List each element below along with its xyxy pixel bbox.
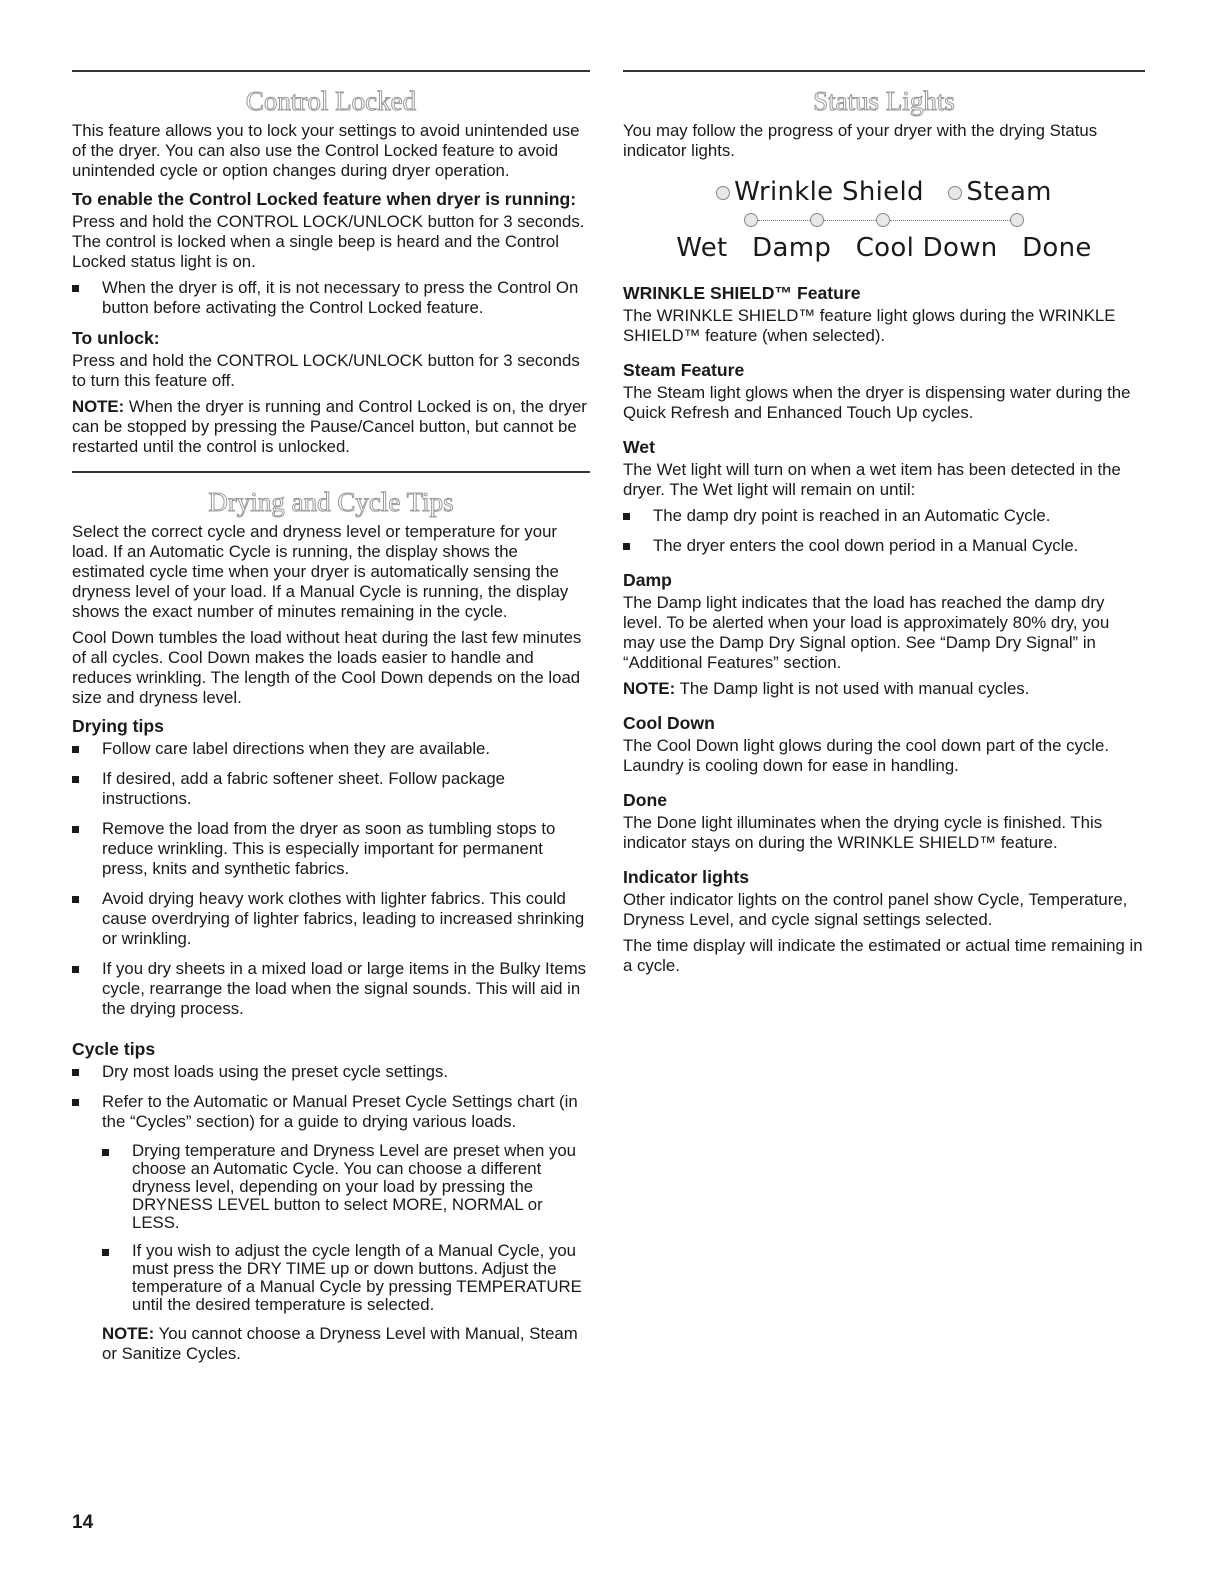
wrinkle-shield-indicator bbox=[716, 177, 932, 207]
note-text: When the dryer is running and Control Locked is on, the dryer can be stopped by pressing the Pause/Cancel button, but cannot be restarted until the control is unlocked. bbox=[72, 397, 587, 456]
indicator-light-icon bbox=[744, 213, 758, 227]
list-item: If desired, add a fabric softener sheet. Follow package instructions. bbox=[72, 769, 590, 809]
note-label: NOTE: bbox=[72, 397, 125, 416]
enable-text: Press and hold the CONTROL LOCK/UNLOCK button for 3 seconds. The control is locked when a single beep is heard and the Control Locked status light is on. bbox=[72, 212, 585, 271]
list-item: Avoid drying heavy work clothes with lighter fabrics. This could cause overdrying of lighter fabrics, leading to increased shrinking or wrinkling. bbox=[72, 889, 590, 949]
list-item: If you wish to adjust the cycle length of a Manual Cycle, you must press the DRY TIME up or down buttons. Adjust the temperature of a Manual Cycle by pressing TEMPERATURE until the desired temperature is selected. bbox=[102, 1242, 590, 1314]
connector-line bbox=[890, 220, 1010, 221]
list-item: The damp dry point is reached in an Automatic Cycle. bbox=[623, 506, 1145, 526]
drying-tips-heading: Drying tips bbox=[72, 716, 164, 736]
cycle-tips-sublist bbox=[102, 1142, 590, 1314]
status-lights-diagram bbox=[623, 175, 1145, 265]
control-locked-note bbox=[72, 397, 590, 457]
right-column bbox=[623, 70, 1145, 982]
wrinkle-shield-heading: WRINKLE SHIELD™ Feature bbox=[623, 283, 861, 303]
damp-note bbox=[623, 679, 1145, 699]
enable-heading: To enable the Control Locked feature when dryer is running: bbox=[72, 189, 577, 209]
list-item: When the dryer is off, it is not necessary to press the Control On button before activating the Control Locked feature. bbox=[72, 278, 590, 318]
indicator-text-1: Other indicator lights on the control panel show Cycle, Temperature, Dryness Level, and cycle signal settings selected. bbox=[623, 890, 1128, 929]
indicator-text-2: The time display will indicate the estimated or actual time remaining in a cycle. bbox=[623, 936, 1143, 975]
indicator-light-icon bbox=[876, 213, 890, 227]
list-item: Follow care label directions when they are available. bbox=[72, 739, 590, 759]
section-divider bbox=[72, 70, 590, 72]
status-top-row bbox=[623, 175, 1145, 209]
status-label: Wet bbox=[676, 233, 728, 263]
steam-indicator bbox=[948, 177, 1051, 207]
list-item: If you dry sheets in a mixed load or large items in the Bulky Items cycle, rearrange the load when the signal sounds. This will aid in the drying process. bbox=[72, 959, 590, 1019]
section-divider bbox=[72, 471, 590, 473]
status-lights-intro: You may follow the progress of your dryer with the drying Status indicator lights. bbox=[623, 121, 1098, 160]
list-item: Drying temperature and Dryness Level are preset when you choose an Automatic Cycle. You can choose a different dryness level, depending on your load by pressing the DRYNESS LEVEL button to select MORE, NORMAL or LESS. bbox=[102, 1142, 590, 1232]
cycle-tips-list bbox=[72, 1062, 590, 1132]
cool-down-heading: Cool Down bbox=[623, 713, 715, 733]
connector-line bbox=[824, 220, 876, 221]
status-progress-line bbox=[623, 213, 1145, 227]
enable-bullet-list bbox=[72, 278, 590, 318]
drying-intro-1: Select the correct cycle and dryness level or temperature for your load. If an Automatic Cycle is running, the display shows the estimated cycle time when your dryer is automatically sensing the dryness level of your load. If a Manual Cycle is running, the display shows the exact number of minutes remaining in the cycle. bbox=[72, 522, 569, 621]
page-number: 14 bbox=[72, 1512, 94, 1533]
wet-heading: Wet bbox=[623, 437, 655, 457]
status-bottom-row bbox=[623, 231, 1145, 265]
damp-text: The Damp light indicates that the load has reached the damp dry level. To be alerted when your load is approximately 80% dry, you may use the Damp Dry Signal option. See “Damp Dry Signal” in “Additional Features” section. bbox=[623, 593, 1110, 672]
steam-heading: Steam Feature bbox=[623, 360, 745, 380]
unlock-heading: To unlock: bbox=[72, 328, 160, 348]
left-column bbox=[72, 70, 590, 1370]
cool-down-text: The Cool Down light glows during the cool down part of the cycle. Laundry is cooling down for ease in handling. bbox=[623, 736, 1109, 775]
control-locked-intro: This feature allows you to lock your settings to avoid unintended use of the dryer. You can also use the Control Locked feature to avoid unintended cycle or option changes during dryer operation. bbox=[72, 121, 580, 180]
done-text: The Done light illuminates when the drying cycle is finished. This indicator stays on during the WRINKLE SHIELD™ feature. bbox=[623, 813, 1103, 852]
note-text: You cannot choose a Dryness Level with Manual, Steam or Sanitize Cycles. bbox=[102, 1324, 578, 1363]
status-label: Done bbox=[1022, 233, 1092, 263]
note-label: NOTE: bbox=[102, 1324, 155, 1343]
connector-line bbox=[758, 220, 810, 221]
status-label: Steam bbox=[966, 177, 1052, 207]
drying-tips-title: Drying and Cycle Tips bbox=[208, 487, 454, 517]
status-lights-title: Status Lights bbox=[813, 86, 955, 116]
list-item: Dry most loads using the preset cycle settings. bbox=[72, 1062, 590, 1082]
cycle-note bbox=[72, 1324, 590, 1364]
cycle-tips-heading: Cycle tips bbox=[72, 1039, 156, 1059]
wet-text: The Wet light will turn on when a wet item has been detected in the dryer. The Wet light will remain on until: bbox=[623, 460, 1121, 499]
status-label: Damp bbox=[752, 233, 832, 263]
section-divider bbox=[623, 70, 1145, 72]
list-item: The dryer enters the cool down period in a Manual Cycle. bbox=[623, 536, 1145, 556]
drying-intro-2: Cool Down tumbles the load without heat during the last few minutes of all cycles. Cool Down makes the loads easier to handle and reduces wrinkling. The length of the Cool Down depends on the load size and dryness level. bbox=[72, 628, 582, 707]
indicator-light-icon bbox=[948, 186, 962, 200]
note-label: NOTE: bbox=[623, 679, 676, 698]
indicator-lights-heading: Indicator lights bbox=[623, 867, 750, 887]
indicator-light-icon bbox=[1010, 213, 1024, 227]
list-item: Refer to the Automatic or Manual Preset Cycle Settings chart (in the “Cycles” section) for a guide to drying various loads. bbox=[72, 1092, 590, 1132]
done-heading: Done bbox=[623, 790, 667, 810]
control-locked-title: Control Locked bbox=[245, 86, 417, 116]
steam-text: The Steam light glows when the dryer is dispensing water during the Quick Refresh and Enhanced Touch Up cycles. bbox=[623, 383, 1131, 422]
drying-tips-list bbox=[72, 739, 590, 1019]
status-label: Wrinkle Shield bbox=[734, 177, 924, 207]
list-item: Remove the load from the dryer as soon as tumbling stops to reduce wrinkling. This is especially important for permanent press, knits and synthetic fabrics. bbox=[72, 819, 590, 879]
indicator-light-icon bbox=[716, 186, 730, 200]
wrinkle-shield-text: The WRINKLE SHIELD™ feature light glows during the WRINKLE SHIELD™ feature (when selected). bbox=[623, 306, 1116, 345]
indicator-light-icon bbox=[810, 213, 824, 227]
note-text: The Damp light is not used with manual cycles. bbox=[679, 679, 1030, 698]
damp-heading: Damp bbox=[623, 570, 672, 590]
unlock-text: Press and hold the CONTROL LOCK/UNLOCK button for 3 seconds to turn this feature off. bbox=[72, 351, 580, 390]
wet-list bbox=[623, 506, 1145, 556]
status-label: Cool Down bbox=[855, 233, 998, 263]
